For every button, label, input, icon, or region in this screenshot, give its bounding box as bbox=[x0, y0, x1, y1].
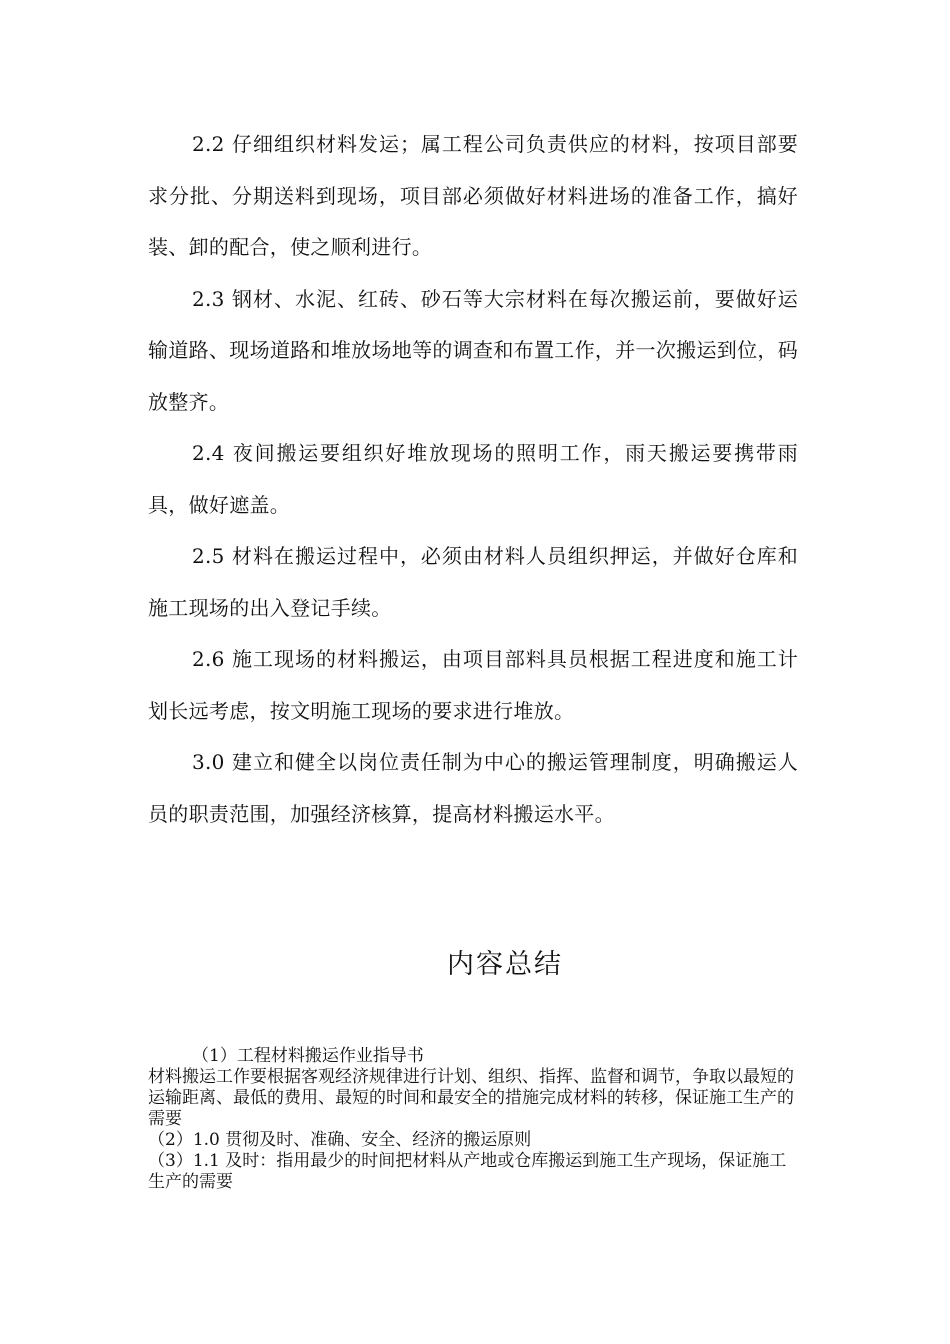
summary-line-1: （1）工程材料搬运作业指导书 bbox=[192, 1046, 424, 1066]
paragraph-2-3: 2.3 钢材、水泥、红砖、砂石等大宗材料在每次搬运前，要做好运输道路、现场道路和堆放场地等的调查和布置工作，并一次搬运到位，码放整齐。 bbox=[148, 286, 798, 414]
document-body bbox=[148, 119, 798, 840]
summary-line-2: 材料搬运工作要根据客观经济规律进行计划、组织、指挥、监督和调节，争取以最短的运输距离、最低的费用、最短的时间和最安全的措施完成材料的转移，保证施工生产的需要 bbox=[148, 1067, 794, 1129]
summary-section bbox=[148, 1046, 800, 1193]
paragraph-2-4: 2.4 夜间搬运要组织好堆放现场的照明工作，雨天搬运要携带雨具，做好遮盖。 bbox=[148, 441, 798, 517]
summary-title: 内容总结 bbox=[447, 949, 563, 980]
paragraph-3-0: 3.0 建立和健全以岗位责任制为中心的搬运管理制度，明确搬运人员的职责范围，加强经济核算，提高材料搬运水平。 bbox=[148, 750, 798, 826]
paragraph-2-6: 2.6 施工现场的材料搬运，由项目部料具员根据工程进度和施工计划长远考虑，按文明施工现场的要求进行堆放。 bbox=[148, 647, 798, 723]
paragraph-2-5: 2.5 材料在搬运过程中，必须由材料人员组织押运，并做好仓库和施工现场的出入登记手续。 bbox=[148, 544, 798, 620]
summary-line-3: （2）1.0 贯彻及时、准确、安全、经济的搬运原则 bbox=[148, 1130, 532, 1150]
paragraph-2-2: 2.2 仔细组织材料发运；属工程公司负责供应的材料，按项目部要求分批、分期送料到现场，项目部必须做好材料进场的准备工作，搞好装、卸的配合，使之顺利进行。 bbox=[148, 132, 798, 259]
summary-line-4: （3）1.1 及时：指用最少的时间把材料从产地或仓库搬运到施工生产现场，保证施工生产的需要 bbox=[148, 1151, 787, 1192]
